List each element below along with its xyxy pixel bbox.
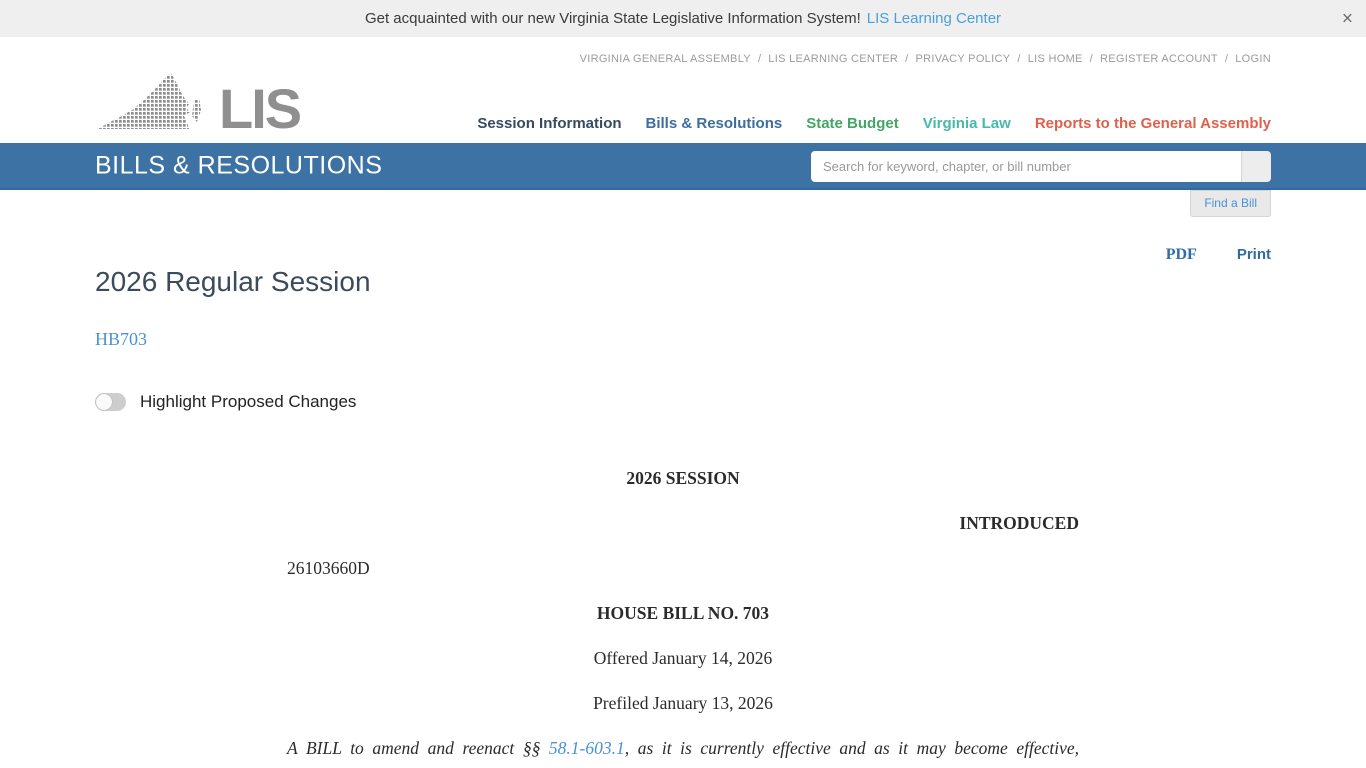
session-heading: 2026 Regular Session xyxy=(95,266,371,297)
bill-summary-line xyxy=(287,738,1079,758)
nav-separator: / xyxy=(757,53,762,65)
utility-link-login[interactable]: LOGIN xyxy=(1235,53,1271,65)
bill-summary-suffix: , as it is currently effective and as it may become effective, xyxy=(624,738,1079,758)
bill-status-line: INTRODUCED xyxy=(959,513,1079,533)
search-button[interactable] xyxy=(1241,151,1271,182)
nav-virginia-law[interactable]: Virginia Law xyxy=(922,115,1011,132)
utility-link-lis-home[interactable]: LIS HOME xyxy=(1027,53,1083,65)
nav-separator: / xyxy=(1089,53,1094,65)
find-a-bill-button[interactable]: Find a Bill xyxy=(1190,190,1271,217)
pdf-link[interactable]: PDF xyxy=(1165,246,1197,263)
bill-doc-number: 26103660D xyxy=(287,558,370,578)
utility-link-lis-learning-center[interactable]: LIS LEARNING CENTER xyxy=(768,53,899,65)
bill-title-line: HOUSE BILL NO. 703 xyxy=(596,603,770,623)
utility-link-virginia-general-assembly[interactable]: VIRGINIA GENERAL ASSEMBLY xyxy=(579,53,751,65)
toggle-knob xyxy=(96,394,112,410)
main-nav xyxy=(477,115,1271,132)
bill-summary-prefix: A BILL to amend and reenact §§ xyxy=(287,738,549,758)
close-icon[interactable]: × xyxy=(1341,8,1353,29)
utility-nav xyxy=(580,53,1271,65)
nav-reports-general-assembly[interactable]: Reports to the General Assembly xyxy=(1034,115,1271,132)
nav-separator: / xyxy=(1224,53,1229,65)
nav-state-budget[interactable]: State Budget xyxy=(806,115,899,132)
page-title-bar xyxy=(0,143,1366,190)
search-bar xyxy=(811,151,1271,182)
bill-text xyxy=(287,468,1079,768)
lis-logo[interactable] xyxy=(95,72,301,141)
code-section-link[interactable]: 58.1-603.1 xyxy=(548,738,625,758)
banner-message: Get acquainted with our new Virginia State Legislative Information System! xyxy=(364,10,861,27)
virginia-map-icon xyxy=(95,72,213,132)
search-input[interactable] xyxy=(811,151,1241,182)
highlight-toggle-label: Highlight Proposed Changes xyxy=(140,392,357,411)
document-actions xyxy=(1166,246,1271,264)
nav-separator: / xyxy=(905,53,909,65)
highlight-toggle-row xyxy=(95,392,356,412)
highlight-toggle[interactable] xyxy=(95,393,126,411)
utility-link-register-account[interactable]: REGISTER ACCOUNT xyxy=(1100,53,1218,65)
nav-separator: / xyxy=(1017,53,1021,65)
page-title: BILLS & RESOLUTIONS xyxy=(95,151,383,179)
utility-link-privacy-policy[interactable]: PRIVACY POLICY xyxy=(915,53,1011,65)
announcement-banner xyxy=(0,0,1366,37)
nav-bills-resolutions[interactable]: Bills & Resolutions xyxy=(645,115,783,132)
lis-learning-center-link[interactable]: LIS Learning Center xyxy=(866,10,1002,27)
bill-number-link[interactable]: HB703 xyxy=(95,329,148,349)
bill-prefiled-line: Prefiled January 13, 2026 xyxy=(593,693,773,713)
nav-session-information[interactable]: Session Information xyxy=(477,115,622,132)
print-link[interactable]: Print xyxy=(1236,246,1271,263)
bill-offered-line: Offered January 14, 2026 xyxy=(593,648,773,668)
logo-text: LIS xyxy=(219,77,301,141)
bill-session-line: 2026 SESSION xyxy=(626,468,740,488)
